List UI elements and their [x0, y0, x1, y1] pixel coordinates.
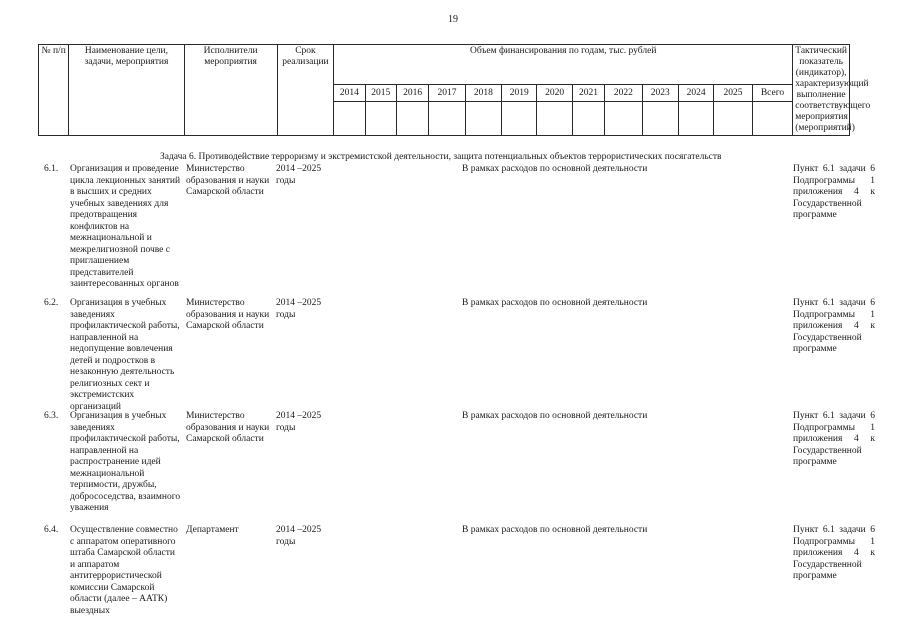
- row-num: 6.2.: [44, 298, 59, 308]
- row-financing: В рамках расходов по основной деятельности: [462, 411, 648, 421]
- row-executors: Министерство образования и науки Самарской области: [186, 164, 270, 197]
- row-indicator: Пункт 6.1 задачи 6 Подпрограммы 1 приложения 4 к Государственной программе: [793, 298, 875, 354]
- task-heading: Задача 6. Противодействие терроризму и экстремистской деятельности, защита потенциальных объектов террористических посягательств: [160, 152, 722, 162]
- header-year: 2022: [605, 84, 642, 101]
- row-name: Организация и проведение цикла лекционных занятий в высших и средних учебных заведениях для предотвращения конфликтов на межнациональной и межрелигиозной почве с приглашением представителей заинтересованных органов: [70, 164, 181, 289]
- page-number: 19: [448, 14, 458, 25]
- row-num: 6.4.: [44, 525, 59, 535]
- header-year: 2018: [465, 84, 501, 101]
- row-name: Организация в учебных заведениях профилактической работы, направленной на распространение идей межнациональной терпимости, дружбы, добрососедства, взаимного уважения: [70, 411, 181, 513]
- header-year: 2023: [642, 84, 678, 101]
- header-year: 2017: [429, 84, 465, 101]
- row-term: 2014 –2025 годы: [276, 411, 322, 433]
- header-year: 2014: [334, 84, 365, 101]
- table-header: [38, 44, 871, 136]
- row-financing: В рамках расходов по основной деятельности: [462, 164, 648, 174]
- row-indicator: Пункт 6.1 задачи 6 Подпрограммы 1 приложения 4 к Государственной программе: [793, 164, 875, 220]
- header-executors: Исполнители мероприятия: [184, 45, 277, 136]
- row-financing: В рамках расходов по основной деятельности: [462, 298, 648, 308]
- header-year: 2021: [572, 84, 604, 101]
- row-num: 6.3.: [44, 411, 59, 421]
- row-executors: Министерство образования и науки Самарской области: [186, 411, 270, 444]
- row-name: Осуществление совместно с аппаратом оперативного штаба Самарской области и аппаратом антитеррористической комиссии Самарской области (далее – ААТК) выездных: [70, 525, 178, 616]
- header-year: 2019: [502, 84, 537, 101]
- row-executors: Министерство образования и науки Самарской области: [186, 298, 270, 331]
- row-indicator: Пункт 6.1 задачи 6 Подпрограммы 1 приложения 4 к Государственной программе: [793, 411, 875, 467]
- row-term: 2014 –2025 годы: [276, 164, 322, 186]
- row-term: 2014 –2025 годы: [276, 298, 322, 320]
- row-financing: В рамках расходов по основной деятельности: [462, 525, 648, 535]
- header-year: 2025: [714, 84, 752, 101]
- header-financing: Объем финансирования по годам, тыс. рублей: [334, 45, 793, 85]
- header-term: Срок реализации: [277, 45, 334, 136]
- row-term: 2014 –2025 годы: [276, 525, 322, 547]
- header-num: № п/п: [39, 45, 69, 136]
- header-year: 2015: [365, 84, 396, 101]
- header-year: 2016: [396, 84, 428, 101]
- row-indicator: Пункт 6.1 задачи 6 Подпрограммы 1 приложения 4 к Государственной программе: [793, 525, 875, 581]
- row-name: Организация в учебных заведениях профилактической работы, направленной на недопущение вовлечения детей и подростков в незаконную деятельность религиозных сект и экстремистских организаций: [70, 298, 180, 412]
- row-executors: Департамент: [186, 525, 239, 535]
- header-indicator: Тактический показатель (индикатор), характеризующий выполнение соответствующего мероприятия (мероприятий): [793, 45, 850, 136]
- header-name: Наименование цели, задачи, мероприятия: [69, 45, 184, 136]
- row-num: 6.1.: [44, 164, 59, 174]
- header-year: 2024: [678, 84, 713, 101]
- header-year-total: Всего: [752, 84, 793, 101]
- header-year: 2020: [537, 84, 572, 101]
